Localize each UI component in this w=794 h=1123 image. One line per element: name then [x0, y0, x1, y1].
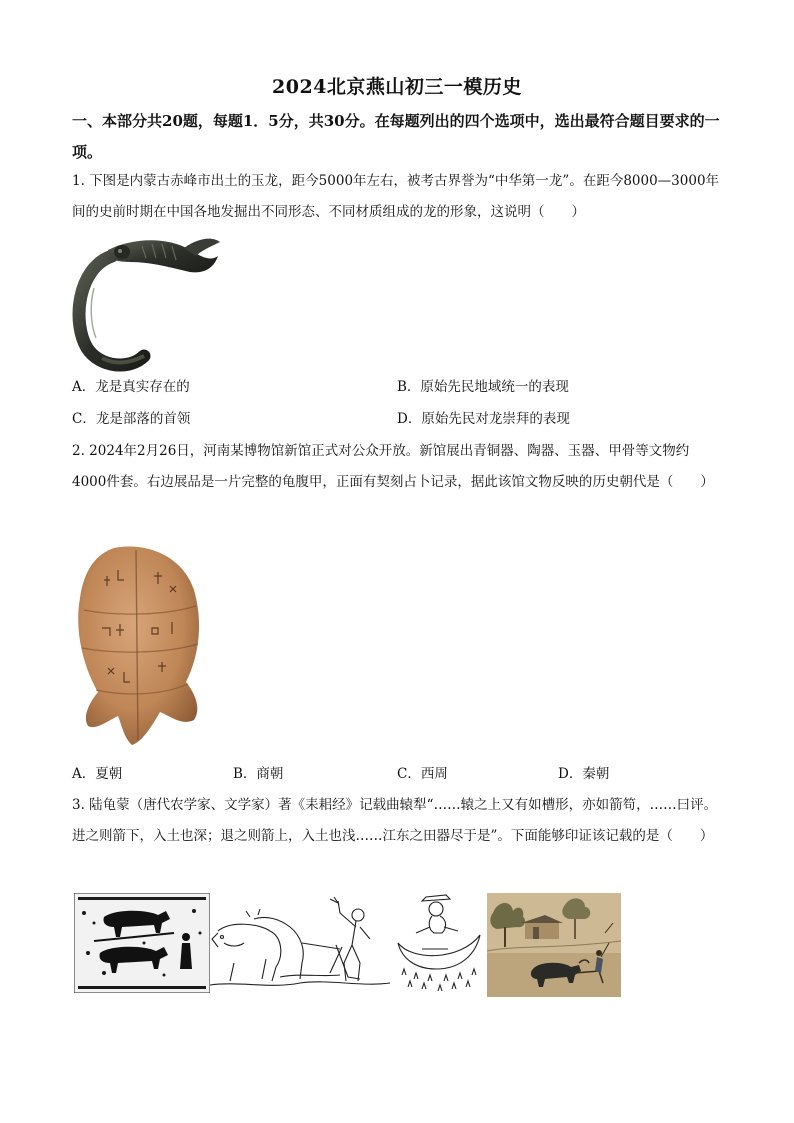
question-2-stem: 2. 2024年2月26日，河南某博物馆新馆正式对公众开放。新馆展出青铜器、陶器、玉器、甲骨等文物约4000件套。右边展品是一片完整的龟腹甲，正面有契刻占卜记录，据此该馆文物反映的历史朝代是（ ）	[72, 443, 714, 490]
q1-option-c[interactable]: C．龙是部落的首领	[72, 411, 191, 427]
section-instructions: 一、本部分共20题，每题1．5分，共30分。在每题列出的四个选项中，选出最符合题目要求的一项。	[72, 112, 720, 161]
q2-option-b[interactable]: B．商朝	[233, 766, 284, 782]
question-2-options	[72, 762, 722, 786]
jade-dragon-image	[72, 228, 222, 373]
page-title: 2024北京燕山初三一模历史	[272, 76, 522, 98]
han-ox-plowing-relief-image	[74, 893, 210, 993]
question-1-stem: 1. 下图是内蒙古赤峰市出土的玉龙，距今5000年左右，被考古界誉为“中华第一龙”。在距今8000—3000年间的史前时期在中国各地发掘出不同形态、不同材质组成的龙的形象，这说明（ ）	[72, 173, 720, 220]
q2-option-a[interactable]: A．夏朝	[72, 766, 123, 782]
q2-option-c[interactable]: C．西周	[397, 766, 448, 782]
line-drawing-seedling-horse-image	[392, 889, 486, 995]
q2-option-d[interactable]: D．秦朝	[558, 766, 610, 782]
turtle-plastron-oracle-bone-image	[74, 540, 204, 750]
q1-option-b[interactable]: B．原始先民地域统一的表现	[397, 379, 569, 395]
q1-option-d[interactable]: D．原始先民对龙崇拜的表现	[397, 411, 570, 427]
q1-option-a[interactable]: A．龙是真实存在的	[72, 379, 190, 395]
line-drawing-ox-plow-image	[210, 893, 390, 993]
question-1-options	[72, 371, 722, 435]
question-3-stem: 3. 陆龟蒙（唐代农学家、文学家）著《耒耜经》记载曲辕犁“……辕之上又有如槽形，亦如箭笱，……曰评。进之则箭下，入土也深；退之则箭上，入土也浅……江东之田器尽于是”。下面能够印证该记载的是（ ）	[72, 797, 718, 844]
painting-buffalo-plowing-image	[487, 893, 621, 997]
